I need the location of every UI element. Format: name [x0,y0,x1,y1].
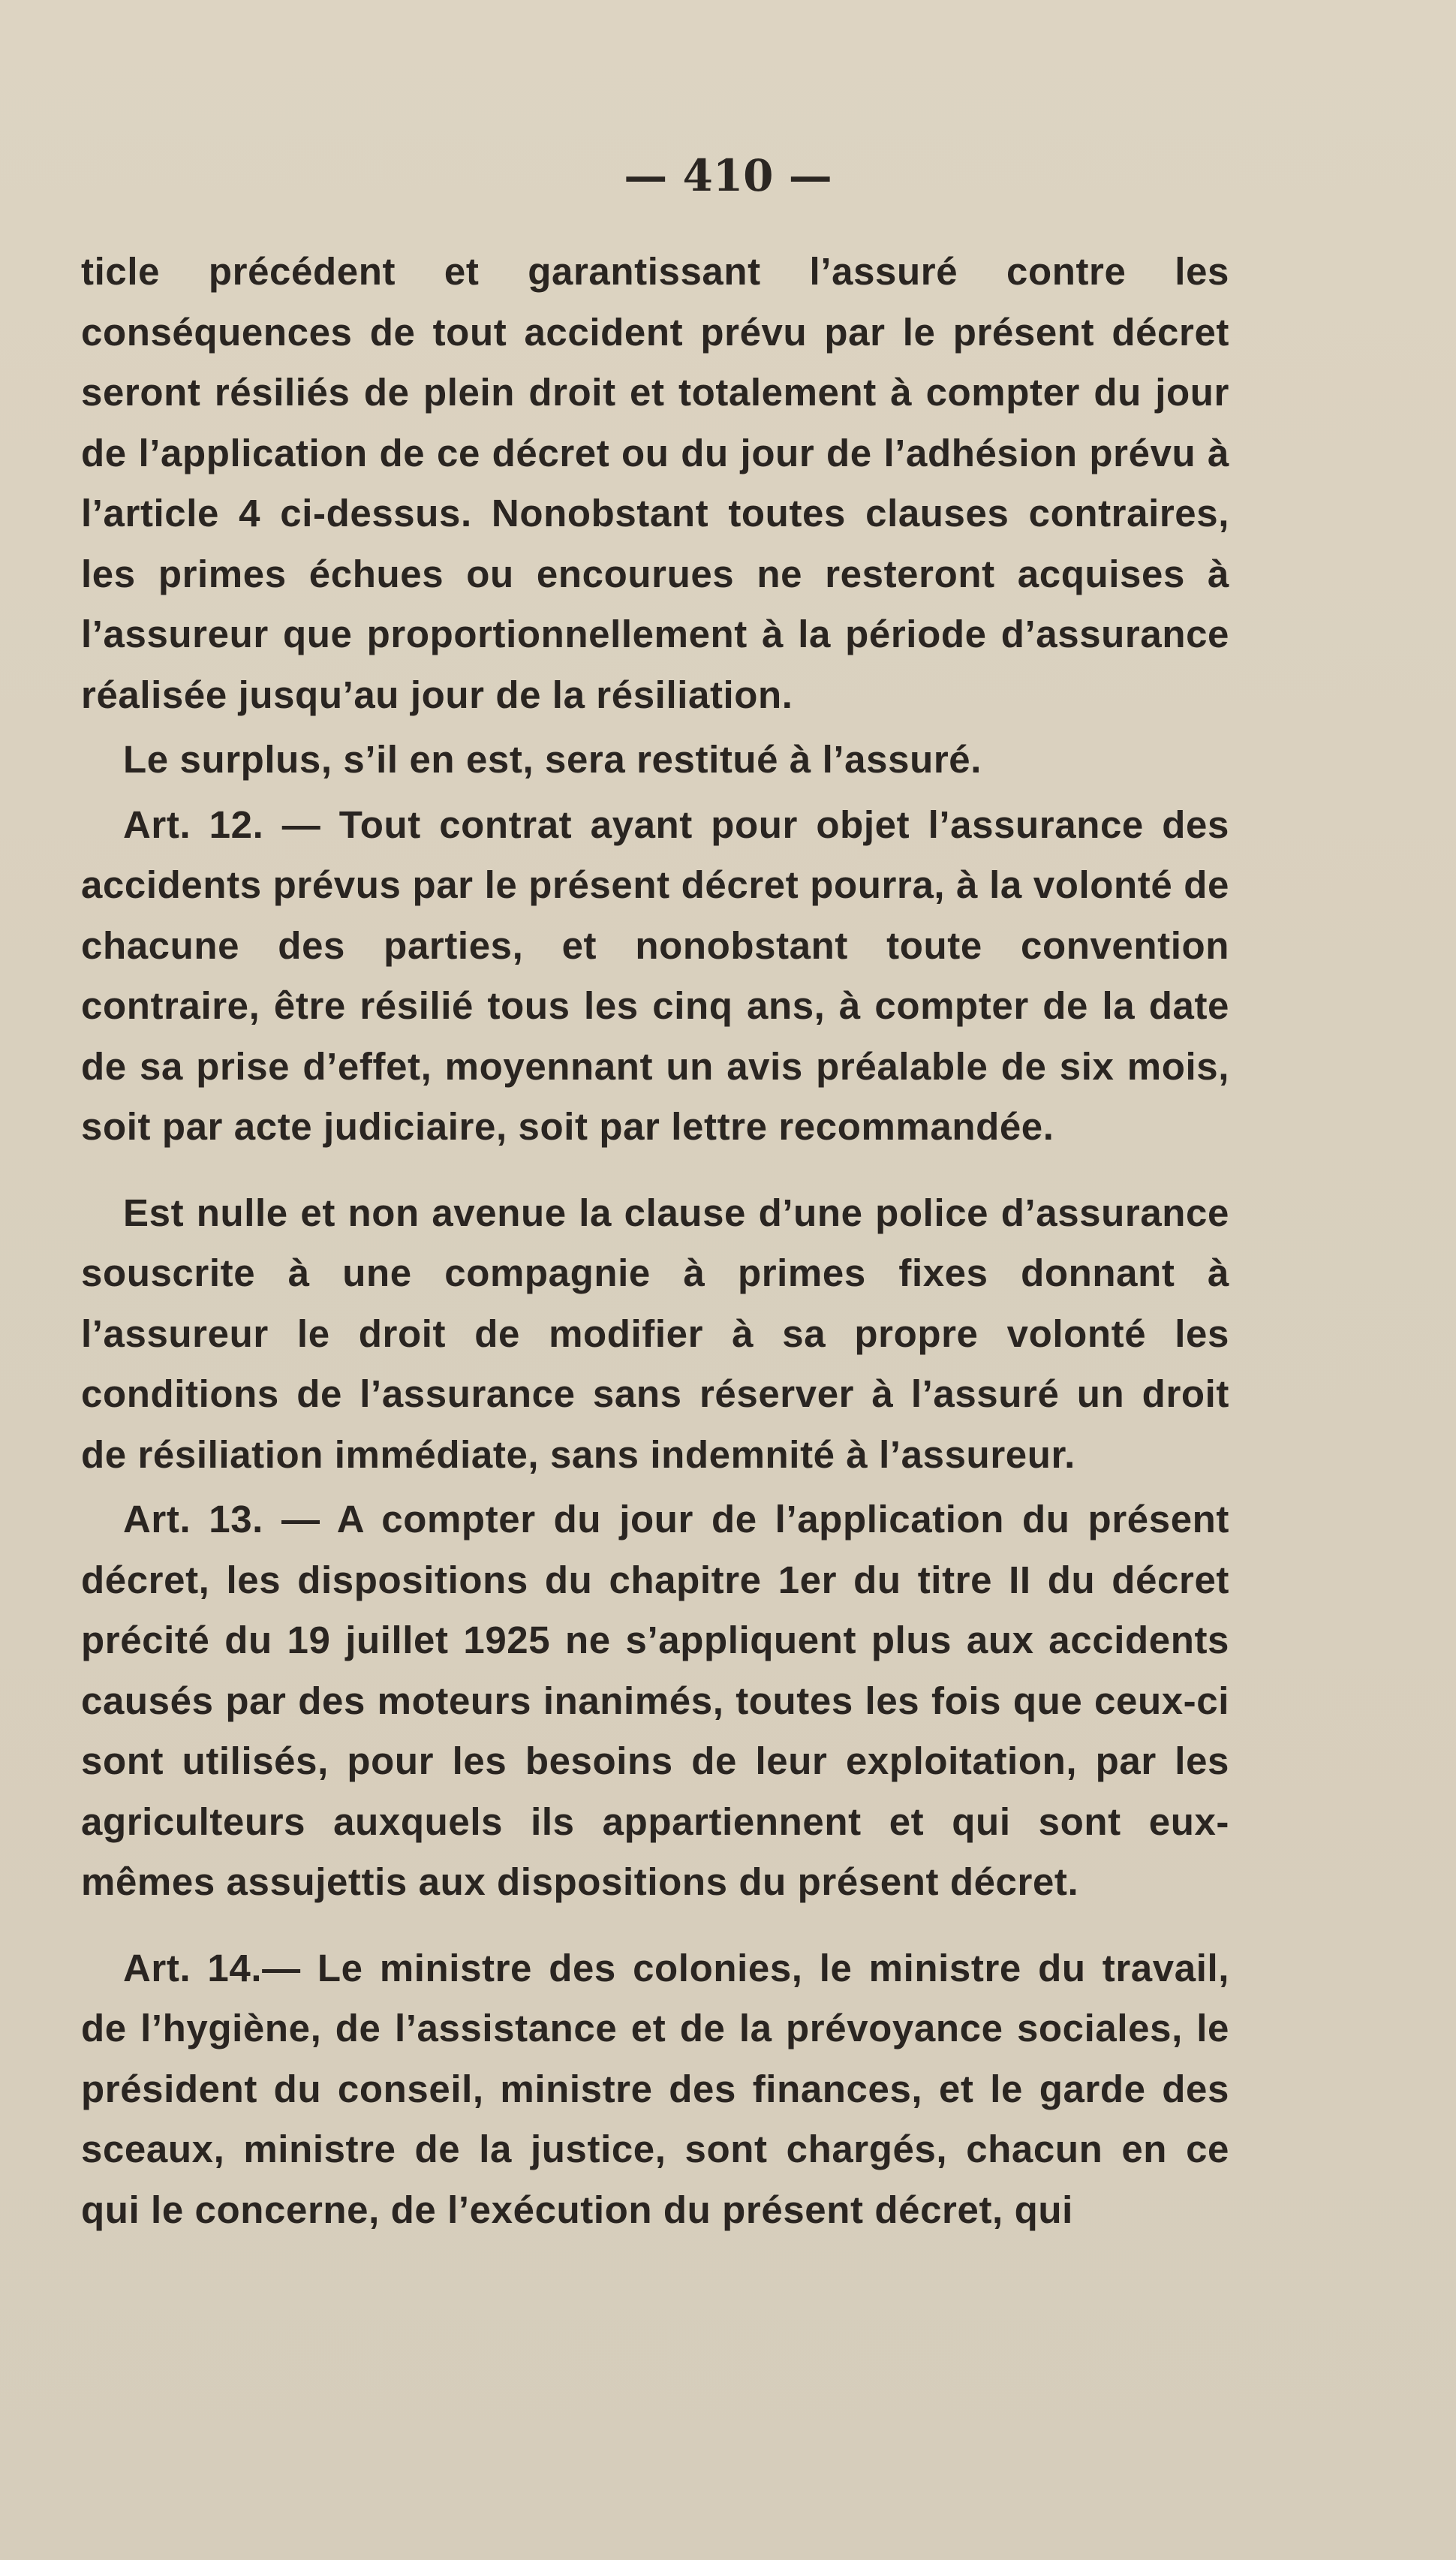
paragraph-article-12: Art. 12. — Tout contrat ayant pour objet l’assurance des accidents prévus par le présent décret pourra, à la volonté de chacune des parties, et nonobstant toute convention contraire, être résilié tous les cinq ans, à compter de la date de sa prise d’effet, moyennant un avis préalable de six mois, soit par acte judiciaire, soit par lettre recommandée. [81,803,1229,1148]
paragraph-continuation: ticle précédent et garantissant l’assuré contre les conséquences de tout accident prévu par le présent décret seront résiliés de plein droit et totalement à compter du jour de l’application de ce décret ou du jour de l’adhésion prévu à l’article 4 ci-dessus. Nonobstant toutes clauses contraires, les primes échues ou encourues ne resteront acquises à l’assureur que proportionnellement à la période d’assurance réalisée jusqu’au jour de la résiliation. [81,250,1229,716]
paragraph-article-13: Art. 13. — A compter du jour de l’application du présent décret, les dispositions du chapitre 1er du titre II du décret précité du 19 juillet 1925 ne s’appliquent plus aux accidents causés par des moteurs inanimés, toutes les fois que ceux-ci sont utilisés, pour les besoins de leur exploitation, par les agriculteurs auxquels ils appartiennent et qui sont eux-mêmes assujettis aux dispositions du présent décret. [81,1498,1229,1903]
paragraph-nullity-clause: Est nulle et non avenue la clause d’une police d’assurance souscrite à une compagnie à primes fixes donnant à l’assureur le droit de modifier à sa propre volonté les conditions de l’assurance sans réserver à l’assuré un droit de résiliation immédiate, sans indemnité à l’assureur. [81,1191,1229,1476]
page-number: — 410 — [624,150,832,201]
body-text [81,242,1229,2240]
paragraph-surplus: Le surplus, s’il en est, sera restitué à l’assuré. [123,738,982,781]
paragraph-article-14: Art. 14.— Le ministre des colonies, le ministre du travail, de l’hygiène, de l’assistance et de la prévoyance sociales, le président du conseil, ministre des finances, et le garde des sceaux, ministre de la justice, sont chargés, chacun en ce qui le concerne, de l’exécution du présent décret, qui [81,1946,1229,2231]
